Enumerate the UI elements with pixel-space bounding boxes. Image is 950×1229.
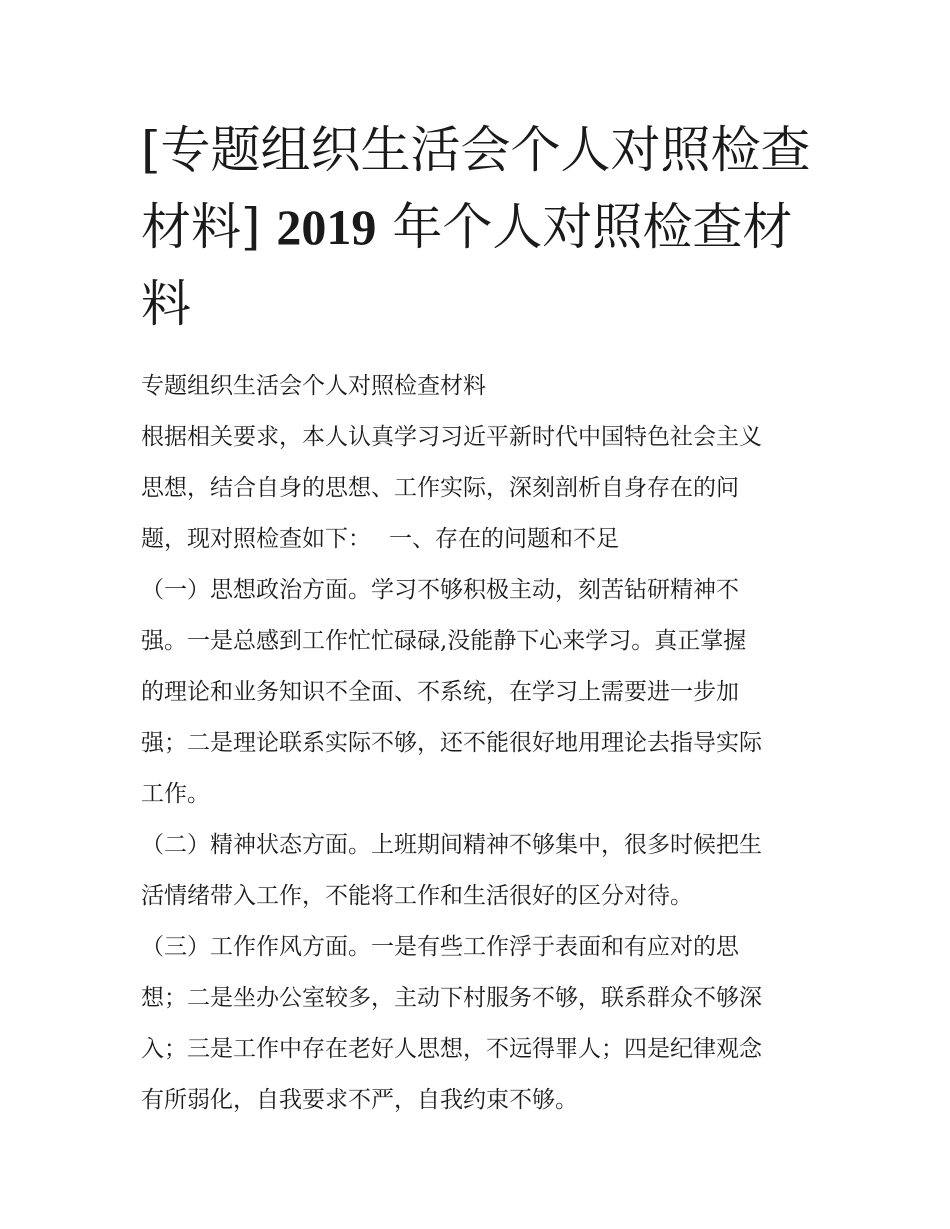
body-line: （二）精神状态方面。上班期间精神不够集中，很多时候把生	[141, 832, 762, 858]
title-line-3: 料	[141, 275, 191, 333]
title-fragment-material: 材料]	[141, 198, 261, 256]
document-title	[141, 112, 821, 343]
body-line: 的理论和业务知识不全面、不系统，在学习上需要进一步加	[141, 679, 739, 705]
body-line: （三）工作作风方面。一是有些工作浮于表面和有应对的思	[141, 934, 739, 960]
title-line-2	[141, 189, 821, 266]
body-line: 强；二是理论联系实际不够，还不能很好地用理论去指导实际	[141, 730, 762, 756]
document-body	[141, 361, 821, 1126]
title-fragment-rest: 年个人对照检查材	[392, 198, 793, 256]
body-line: 根据相关要求，本人认真学习习近平新时代中国特色社会主义	[141, 424, 762, 450]
body-line: 想；二是坐办公室较多，主动下村服务不够，联系群众不够深	[141, 985, 762, 1011]
body-line: （一）思想政治方面。学习不够积极主动，刻苦钻研精神不	[141, 577, 739, 603]
body-line-fragment: 题，现对照检查如下：	[141, 526, 371, 552]
body-line: 强。一是总感到工作忙忙碌碌,没能静下心来学习。真正掌握	[141, 628, 747, 654]
body-line: 思想，结合自身的思想、工作实际，深刻剖析自身存在的问	[141, 475, 739, 501]
body-line: 入；三是工作中存在老好人思想，不远得罪人；四是纪律观念	[141, 1036, 762, 1062]
document-page	[141, 112, 821, 1126]
title-year: 2019	[276, 199, 377, 255]
subtitle-line: 专题组织生活会个人对照检查材料	[141, 373, 486, 399]
body-line: 工作。	[141, 781, 210, 807]
section-heading: 一、存在的问题和不足	[389, 526, 619, 552]
body-line: 有所弱化，自我要求不严，自我约束不够。	[141, 1087, 578, 1113]
body-line	[141, 514, 821, 565]
title-line-1: [专题组织生活会个人对照检查	[141, 121, 811, 179]
body-line: 活情绪带入工作，不能将工作和生活很好的区分对待。	[141, 883, 693, 909]
